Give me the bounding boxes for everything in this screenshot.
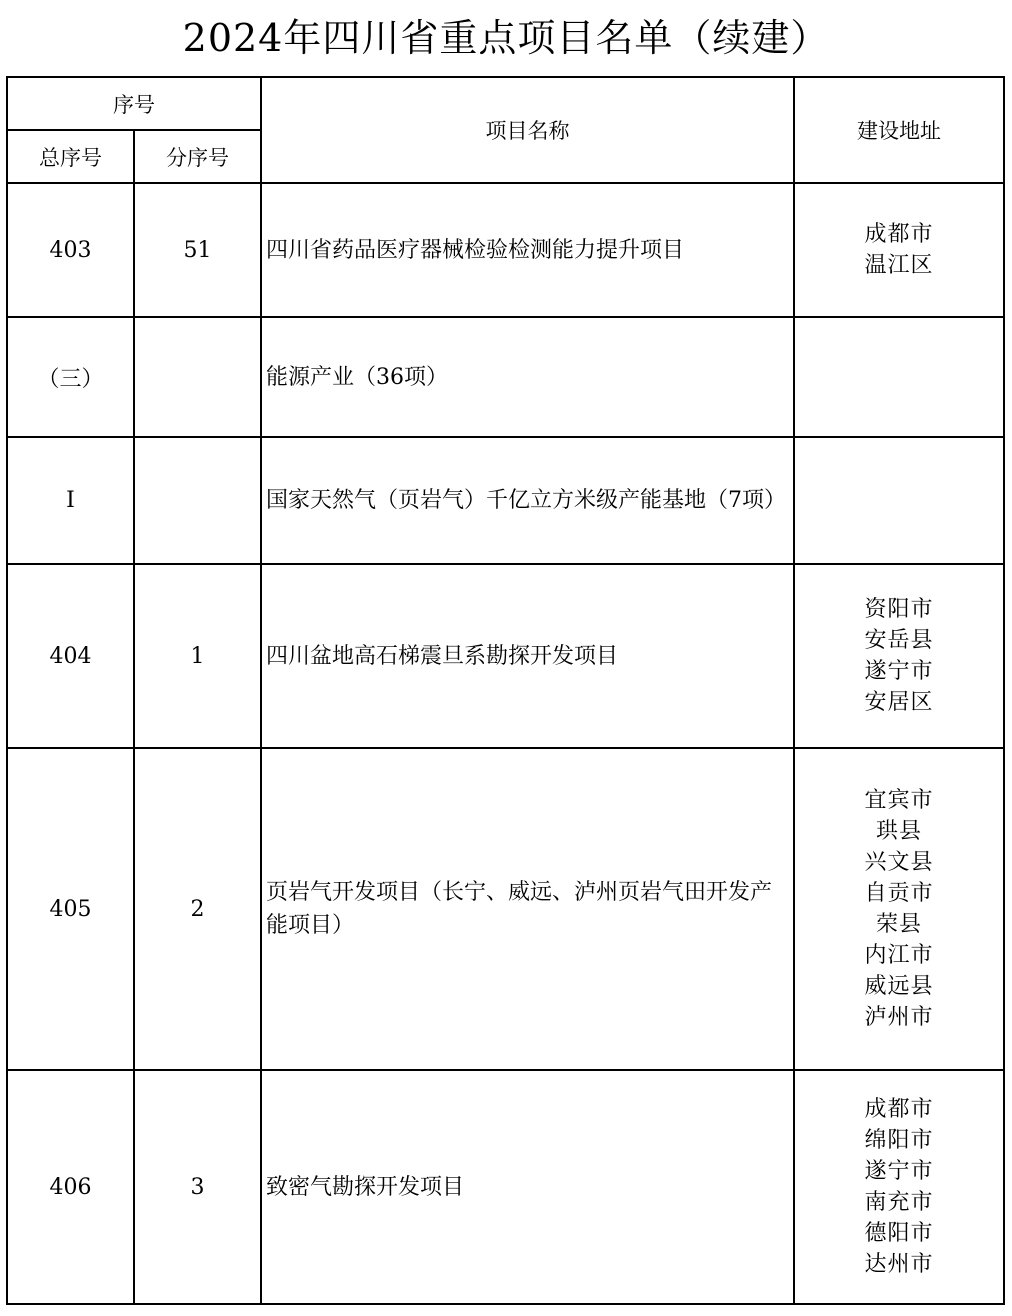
header-total-seq: 总序号 [7,130,134,183]
total-seq-cell: 404 [7,564,134,748]
project-name-cell: 能源产业（36项） [261,317,794,437]
table-row [7,1070,1004,1304]
location-line: 南充市 [864,1190,934,1215]
sub-seq-cell: 3 [134,1070,261,1304]
location-cell [794,437,1004,564]
location-line: 资阳市 [864,597,934,622]
table-row [7,748,1004,1070]
location-line: 泸州市 [864,1005,934,1030]
sub-seq-cell [134,437,261,564]
location-line: 安居区 [864,690,934,715]
project-name-cell: 页岩气开发项目（长宁、威远、泸州页岩气田开发产能项目） [261,748,794,1070]
header-location: 建设地址 [794,77,1004,183]
project-name-cell: 国家天然气（页岩气）千亿立方米级产能基地（7项） [261,437,794,564]
location-line: 珙县 [875,819,922,844]
sub-seq-cell: 1 [134,564,261,748]
total-seq-cell: 406 [7,1070,134,1304]
total-seq-cell: （三） [7,317,134,437]
total-seq-cell: I [7,437,134,564]
location-line: 荣县 [875,912,922,937]
sub-seq-cell [134,317,261,437]
location-line: 绵阳市 [864,1128,934,1153]
location-cell [794,183,1004,317]
sub-seq-cell: 51 [134,183,261,317]
location-line: 遂宁市 [864,1159,934,1184]
project-name-cell: 致密气勘探开发项目 [261,1070,794,1304]
table-row [7,564,1004,748]
header-row [7,77,1004,130]
location-line: 威远县 [864,974,934,999]
location-line: 安岳县 [864,628,934,653]
location-line: 成都市 [864,222,934,247]
total-seq-cell: 403 [7,183,134,317]
location-line: 成都市 [864,1097,934,1122]
location-cell [794,564,1004,748]
location-line: 遂宁市 [864,659,934,684]
project-name-cell: 四川盆地高石梯震旦系勘探开发项目 [261,564,794,748]
table-row [7,183,1004,317]
total-seq-cell: 405 [7,748,134,1070]
sub-seq-cell: 2 [134,748,261,1070]
location-line: 达州市 [864,1252,934,1277]
project-table [6,76,1005,1305]
table-row [7,317,1004,437]
header-seq-group: 序号 [7,77,261,130]
header-project-name: 项目名称 [261,77,794,183]
location-line: 兴文县 [864,850,934,875]
location-line: 宜宾市 [864,788,934,813]
location-line: 自贡市 [864,881,934,906]
location-cell [794,317,1004,437]
location-line: 德阳市 [864,1221,934,1246]
header-sub-seq: 分序号 [134,130,261,183]
project-name-cell: 四川省药品医疗器械检验检测能力提升项目 [261,183,794,317]
page-title: 2024年四川省重点项目名单（续建） [182,16,830,60]
location-cell [794,1070,1004,1304]
location-line: 温江区 [864,253,934,278]
location-cell [794,748,1004,1070]
location-line: 内江市 [864,943,934,968]
table-row [7,437,1004,564]
